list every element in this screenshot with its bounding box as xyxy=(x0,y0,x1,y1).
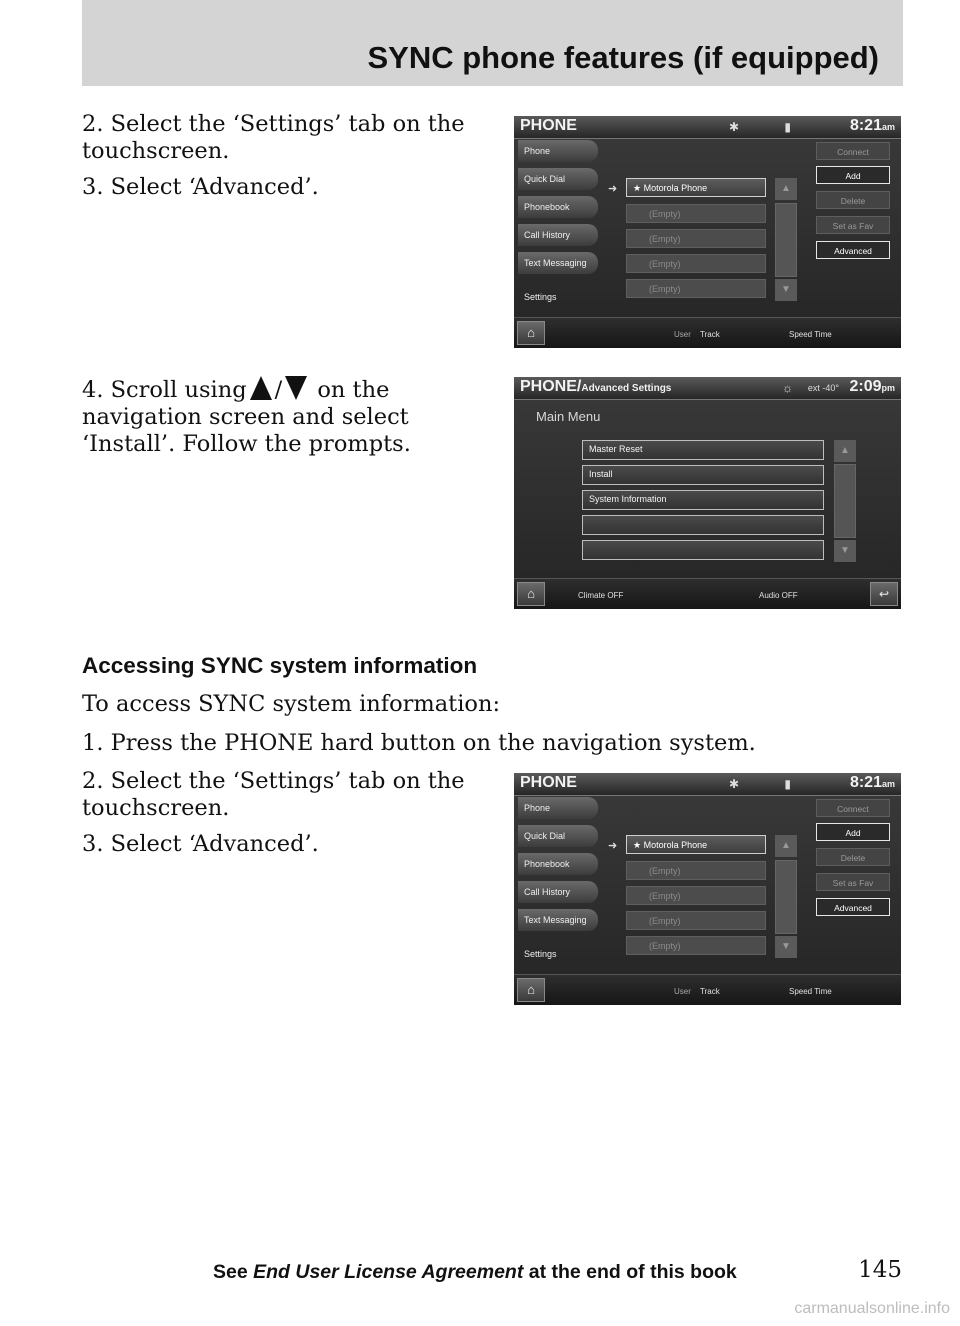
empty-slot-row[interactable]: (Empty) xyxy=(626,911,766,930)
phone-tab-2[interactable]: Phonebook xyxy=(518,853,598,875)
phone-clock xyxy=(850,117,895,135)
footer-rest: at the end of this book xyxy=(523,1261,737,1283)
adv-subtitle: Advanced Settings xyxy=(581,383,672,394)
phone-screen-title: PHONE xyxy=(520,117,577,134)
bottom-user: User xyxy=(674,330,691,339)
scroll-down-icon[interactable]: ▼ xyxy=(775,279,797,301)
home-icon[interactable]: ⌂ xyxy=(517,978,545,1002)
empty-slot-row[interactable]: (Empty) xyxy=(626,279,766,298)
down-arrow-icon xyxy=(285,376,307,400)
section-heading: Accessing SYNC system information xyxy=(82,653,478,678)
phone-tab-0[interactable]: Phone xyxy=(518,797,598,819)
phone-time: 8:21 xyxy=(849,774,882,791)
scroll-up-icon[interactable]: ▲ xyxy=(775,178,797,200)
phone-tab-3[interactable]: Call History xyxy=(518,881,598,903)
adv-topbar xyxy=(514,377,901,400)
menu-row-empty-2[interactable] xyxy=(582,540,824,560)
bluetooth-icon: ✱ xyxy=(728,120,739,134)
climate-status[interactable]: Climate OFF xyxy=(578,591,624,600)
set-as-fav-button[interactable]: Set as Fav xyxy=(816,216,890,234)
menu-row-master-reset[interactable]: Master Reset xyxy=(582,440,824,460)
phone-tab-4[interactable]: Text Messaging xyxy=(518,252,598,274)
step-4-rest: on the navigation screen and select ‘Install’. Follow the prompts. xyxy=(82,377,411,457)
adv-title: PHONE/ xyxy=(520,378,582,395)
selected-arrow-icon: ➜ xyxy=(608,183,618,195)
empty-slot-row[interactable]: (Empty) xyxy=(626,936,766,955)
empty-slot-row[interactable]: (Empty) xyxy=(626,254,766,273)
phone-tab-5[interactable]: Settings xyxy=(524,292,557,302)
bottom-user: User xyxy=(674,987,691,996)
favorite-star-icon: ★ xyxy=(633,183,644,193)
phone-tab-2[interactable]: Phonebook xyxy=(518,196,598,218)
adv-clock xyxy=(849,378,895,396)
device-name: Motorola Phone xyxy=(643,840,708,850)
phone-topbar xyxy=(514,116,901,139)
adv-time: 2:09 xyxy=(849,378,882,395)
add-button[interactable]: Add xyxy=(816,166,890,184)
advanced-settings-screenshot xyxy=(514,377,901,609)
phone-topbar xyxy=(514,773,901,796)
scrollbar-track[interactable] xyxy=(834,464,856,538)
step-3-text: 3. Select ‘Advanced’. xyxy=(82,174,319,200)
phone-ampm: am xyxy=(881,779,895,789)
scroll-down-icon[interactable]: ▼ xyxy=(775,936,797,958)
phone-tab-1[interactable]: Quick Dial xyxy=(518,168,598,190)
bottom-track: Track xyxy=(700,330,720,339)
phone-tab-5[interactable]: Settings xyxy=(524,949,557,959)
signal-icon: ☼ xyxy=(782,381,793,395)
empty-slot-row[interactable]: (Empty) xyxy=(626,229,766,248)
bottom-track: Track xyxy=(700,987,720,996)
connect-button[interactable]: Connect xyxy=(816,142,890,160)
empty-slot-row[interactable]: (Empty) xyxy=(626,861,766,880)
section-step-3: 3. Select ‘Advanced’. xyxy=(82,831,319,857)
phone-clock xyxy=(850,774,895,792)
up-arrow-icon xyxy=(250,376,272,400)
scrollbar-track[interactable] xyxy=(775,860,797,934)
arrow-separator: / xyxy=(274,377,283,403)
footer-see: See xyxy=(213,1261,254,1283)
adv-screen-title xyxy=(520,378,671,396)
bottom-speed: Speed Time xyxy=(789,987,832,996)
home-icon[interactable]: ⌂ xyxy=(517,321,545,345)
bluetooth-icon: ✱ xyxy=(728,777,739,791)
phone-tab-1[interactable]: Quick Dial xyxy=(518,825,598,847)
empty-slot-row[interactable]: (Empty) xyxy=(626,204,766,223)
back-icon[interactable]: ↩ xyxy=(870,582,898,606)
phone-tab-0[interactable]: Phone xyxy=(518,140,598,162)
outside-temp: ext -40° xyxy=(807,383,839,393)
phone-bottombar xyxy=(514,317,901,348)
phone-time: 8:21 xyxy=(849,117,882,134)
phone-signal-icon: ▮ xyxy=(784,120,791,134)
phone-settings-screenshot xyxy=(514,116,901,348)
phone-screen-title: PHONE xyxy=(520,774,577,791)
device-row[interactable] xyxy=(626,835,766,854)
phone-ampm: am xyxy=(881,122,895,132)
main-menu-title: Main Menu xyxy=(536,409,601,424)
page-number: 145 xyxy=(858,1257,902,1283)
device-name: Motorola Phone xyxy=(643,183,708,193)
advanced-button[interactable]: Advanced xyxy=(816,898,890,916)
scroll-up-icon[interactable]: ▲ xyxy=(775,835,797,857)
step-2-text: 2. Select the ‘Settings’ tab on the touchscreen. xyxy=(82,111,465,164)
set-as-fav-button[interactable]: Set as Fav xyxy=(816,873,890,891)
menu-row-install[interactable]: Install xyxy=(582,465,824,485)
phone-settings-screenshot-2 xyxy=(514,773,901,1005)
add-button[interactable]: Add xyxy=(816,823,890,841)
delete-button[interactable]: Delete xyxy=(816,191,890,209)
scrollbar-track[interactable] xyxy=(775,203,797,277)
step-4-text xyxy=(82,376,494,458)
section-intro: To access SYNC system information: xyxy=(82,691,501,717)
audio-status[interactable]: Audio OFF xyxy=(759,591,798,600)
phone-bottombar xyxy=(514,974,901,1005)
device-row[interactable] xyxy=(626,178,766,197)
phone-tab-4[interactable]: Text Messaging xyxy=(518,909,598,931)
section-step-1: 1. Press the PHONE hard button on the navigation system. xyxy=(82,730,756,756)
footer-eula: End User License Agreement xyxy=(253,1261,524,1283)
favorite-star-icon: ★ xyxy=(633,840,644,850)
phone-tab-3[interactable]: Call History xyxy=(518,224,598,246)
advanced-button[interactable]: Advanced xyxy=(816,241,890,259)
footer-note xyxy=(213,1261,737,1284)
menu-row-system-information[interactable]: System Information xyxy=(582,490,824,510)
adv-bottombar xyxy=(514,578,901,609)
page-header-title: SYNC phone features (if equipped) xyxy=(367,40,879,75)
watermark: carmanualsonline.info xyxy=(794,1300,950,1317)
bottom-speed: Speed Time xyxy=(789,330,832,339)
phone-signal-icon: ▮ xyxy=(784,777,791,791)
menu-row-empty-1[interactable] xyxy=(582,515,824,535)
header-bar xyxy=(82,0,903,86)
adv-ampm: pm xyxy=(881,383,895,393)
selected-arrow-icon: ➜ xyxy=(608,840,618,852)
connect-button[interactable]: Connect xyxy=(816,799,890,817)
scroll-up-icon[interactable]: ▲ xyxy=(834,440,856,462)
scroll-down-icon[interactable]: ▼ xyxy=(834,540,856,562)
delete-button[interactable]: Delete xyxy=(816,848,890,866)
section-step-2: 2. Select the ‘Settings’ tab on the touchscreen. xyxy=(82,768,465,821)
empty-slot-row[interactable]: (Empty) xyxy=(626,886,766,905)
home-icon[interactable]: ⌂ xyxy=(517,582,545,606)
step-4-lead: 4. Scroll using xyxy=(82,377,247,403)
